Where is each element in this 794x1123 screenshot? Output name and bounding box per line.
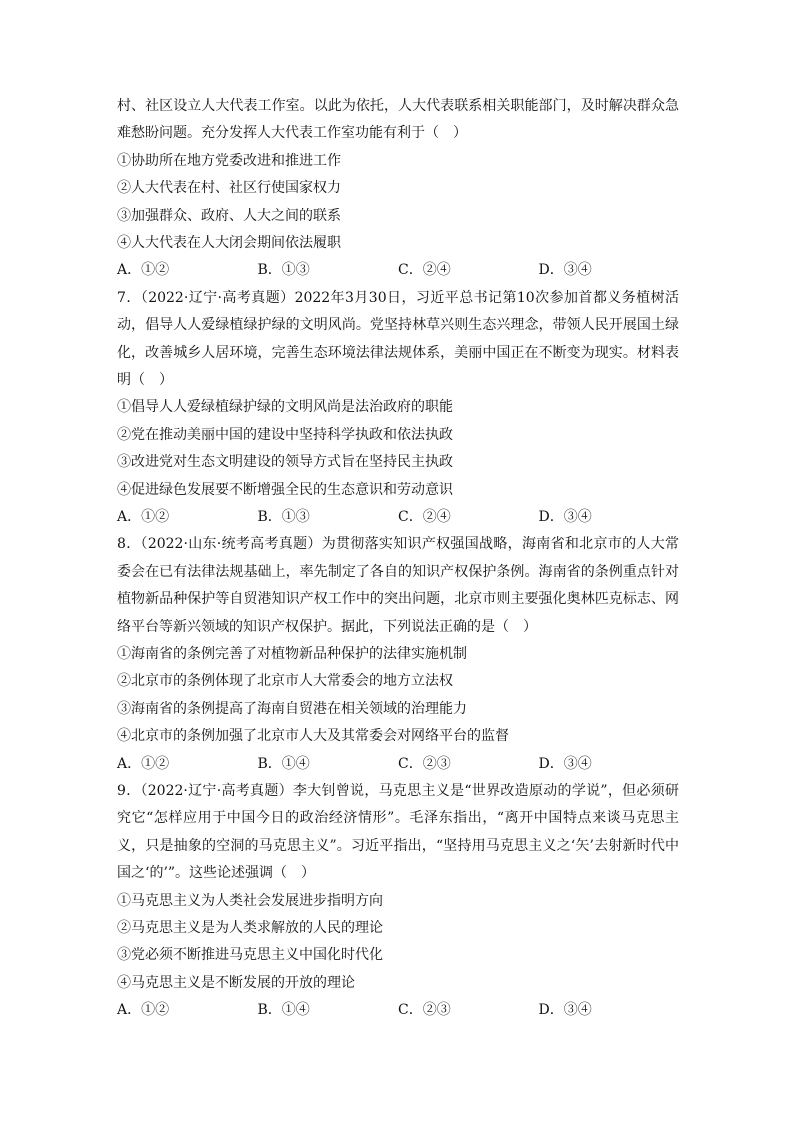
option-2: ②马克思主义是为人类求解放的人民的理论 [117, 919, 383, 936]
option-2: ②北京市的条例体现了北京市人大常委会的地方立法权 [117, 673, 453, 690]
question-stem: 8．（2022·山东·统考高考真题）为贯彻落实知识产权强国战略，海南省和北京市的人大常委会在已有法律法规基础上，率先制定了各自的知识产权保护条例。海南省的条例重点针对植物新品种保护等自贸港知识产权工作中的突出问题，北京市则主要强化奥林匹克标志、网络平台等新兴领域的知识产权保护。据此，下列说法正确的是（ ） [117, 536, 679, 635]
choice-b: B．①④ [257, 755, 310, 772]
choice-c: C．②③ [398, 755, 451, 772]
question-8 [117, 531, 679, 778]
choice-b: B．①③ [257, 508, 310, 525]
option-1: ①海南省的条例完善了对植物新品种保护的法律实施机制 [117, 645, 467, 662]
question-9 [117, 778, 679, 1025]
option-4: ④马克思主义是不断发展的开放的理论 [117, 974, 355, 991]
option-3: ③加强群众、政府、人大之间的联系 [117, 207, 341, 224]
choice-c: C．②④ [398, 508, 451, 525]
question-6 [117, 93, 679, 285]
answer-choices [117, 504, 679, 531]
answer-choices [117, 751, 679, 778]
question-7 [117, 285, 679, 532]
choice-d: D．③④ [538, 262, 592, 279]
choice-a: A．①② [117, 755, 170, 772]
answer-choices [117, 257, 679, 284]
page-content [117, 93, 679, 1025]
option-2: ②党在推动美丽中国的建设中坚持科学执政和依法执政 [117, 426, 453, 443]
option-1: ①倡导人人爱绿植绿护绿的文明风尚是法治政府的职能 [117, 399, 453, 416]
option-3: ③党必须不断推进马克思主义中国化时代化 [117, 947, 383, 964]
question-stem: 9．（2022·辽宁·高考真题）李大钊曾说，马克思主义是“世界改造原动的学说”，但必须研究它“怎样应用于中国今日的政治经济情形”。毛泽东指出，“离开中国特点来谈马克思主义，只是抽象的空洞的马克思主义”。习近平指出，“坚持用马克思主义之‘矢’去射新时代中国之‘的’”。这些论述强调（ ） [117, 782, 679, 882]
choice-d: D．③④ [538, 1002, 592, 1019]
choice-d: D．③④ [538, 508, 592, 525]
choice-b: B．①③ [257, 262, 310, 279]
option-4: ④促进绿色发展要不断增强全民的生态意识和劳动意识 [117, 481, 453, 498]
option-4: ④北京市的条例加强了北京市人大及其常委会对网络平台的监督 [117, 728, 509, 745]
question-stem: 7．（2022·辽宁·高考真题）2022年3月30日，习近平总书记第10次参加首都义务植树活动，倡导人人爱绿植绿护绿的文明风尚。党坚持林草兴则生态兴理念，带领人民开展国土绿化，改善城乡人居环境，完善生态环境法律法规体系，美丽中国正在不断变为现实。材料表明（ ） [117, 289, 679, 388]
option-2: ②人大代表在村、社区行使国家权力 [117, 180, 341, 197]
choice-b: B．①④ [257, 1002, 310, 1019]
option-1: ①协助所在地方党委改进和推进工作 [117, 152, 341, 169]
choice-c: C．②④ [398, 262, 451, 279]
option-3: ③改进党对生态文明建设的领导方式旨在坚持民主执政 [117, 454, 453, 471]
choice-d: D．③④ [538, 755, 592, 772]
option-3: ③海南省的条例提高了海南自贸港在相关领域的治理能力 [117, 700, 467, 717]
choice-a: A．①② [117, 262, 170, 279]
question-stem: 村、社区设立人大代表工作室。以此为依托，人大代表联系相关职能部门，及时解决群众急难愁盼问题。充分发挥人大代表工作室功能有利于（ ） [117, 98, 679, 142]
option-1: ①马克思主义为人类社会发展进步指明方向 [117, 892, 383, 909]
choice-a: A．①② [117, 508, 170, 525]
choice-a: A．①② [117, 1002, 170, 1019]
answer-choices [117, 997, 679, 1024]
option-4: ④人大代表在人大闭会期间依法履职 [117, 234, 341, 251]
choice-c: C．②③ [398, 1002, 451, 1019]
